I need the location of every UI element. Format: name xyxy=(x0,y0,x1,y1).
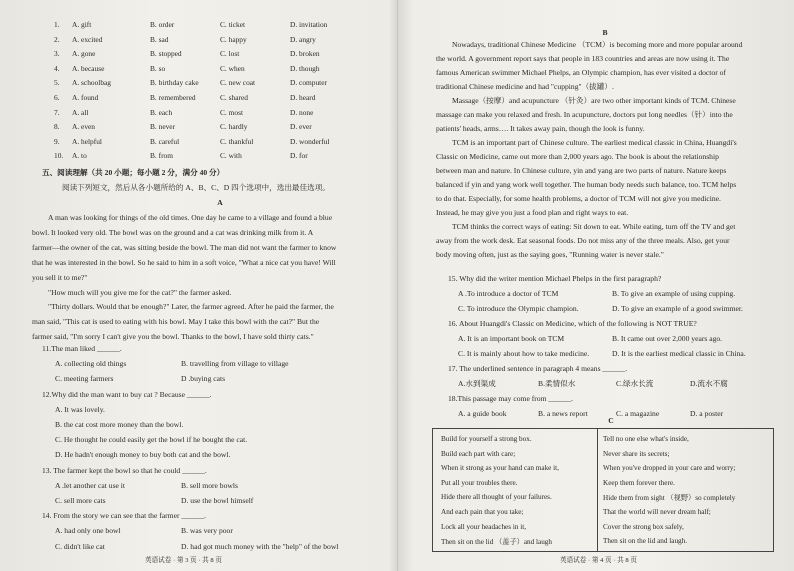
passage-a-label: A xyxy=(217,198,223,207)
answer-option: C. sell more cats xyxy=(55,496,106,505)
poem-line: When you've dropped in your care and worry; xyxy=(603,464,736,473)
passage-line: body moving often, just as the saying goes, "Running water is never stale." xyxy=(436,250,664,259)
option-a: A. gift xyxy=(72,20,92,29)
option-b: B. order xyxy=(150,20,175,29)
answer-option: C. It is mainly about how to take medicine. xyxy=(458,349,590,358)
option-row xyxy=(52,151,382,166)
option-row xyxy=(52,137,382,152)
passage-line: Nowadays, traditional Chinese Medicine （TCM）is becoming more and more popular around xyxy=(452,40,743,49)
option-c: C. hardly xyxy=(220,122,248,132)
option-n: 5. xyxy=(54,78,60,88)
passage-b-label: B xyxy=(602,28,608,37)
answer-option: D. had got much money with the "help" of the bowl xyxy=(181,541,339,551)
option-a: A. because xyxy=(72,63,105,73)
question-stem: 18.This passage may come from ______. xyxy=(448,394,574,403)
passage-line: massage can make you relaxed and fresh. In acupuncture, doctors put long needles（针）into the xyxy=(436,110,733,119)
poem-line: Lock all your headaches in it, xyxy=(441,522,527,531)
answer-option: A. It was lovely. xyxy=(55,404,105,414)
poem-line: Never share its secrets; xyxy=(603,449,670,458)
answer-option: B. travelling from village to village xyxy=(181,359,289,369)
poem-box-divider xyxy=(597,429,598,551)
option-b: B. birthday cake xyxy=(150,78,199,88)
poem-line: Then sit on the lid （盖子）and laugh xyxy=(441,538,552,547)
passage-line: bowl. It looked very old. The bowl was on the ground and a cat was drinking milk from it. A xyxy=(32,227,314,237)
passage-line: traditional Chinese medicine and had "cupping"（拔罐）. xyxy=(436,82,614,91)
passage-line: "Thirty dollars. Would that be enough?" Later, the farmer agreed. After he paid the farmer, the xyxy=(48,302,334,312)
option-n: 6. xyxy=(54,93,60,102)
passage-line: between man and nature. In Chinese culture, yin and yang are two parts of nature. Nature keeps xyxy=(436,166,727,175)
option-n: 4. xyxy=(54,63,60,73)
poem-line: And each pain that you take; xyxy=(441,508,524,516)
option-b: B. sad xyxy=(150,34,169,44)
option-c: C. shared xyxy=(220,93,248,102)
answer-option: B. It came out over 2,000 years ago. xyxy=(612,334,723,343)
option-n: 10. xyxy=(54,151,64,161)
option-c: C. thankful xyxy=(220,136,254,146)
passage-line: famous American swimmer Michael Phelps, an Olympic champion, has ever visited a doctor of xyxy=(436,68,726,77)
poem-line: Keep them forever there. xyxy=(603,478,675,487)
answer-option: D. He hadn't enough money to buy both cat and the bowl. xyxy=(55,450,231,460)
option-c: C. with xyxy=(220,151,242,161)
answer-option: B. was very poor xyxy=(181,526,233,536)
answer-option: A. collecting old things xyxy=(55,359,127,369)
option-d: D. broken xyxy=(290,49,320,59)
option-c: C. ticket xyxy=(220,20,246,29)
option-d: D. heard xyxy=(290,93,316,102)
option-a: A. to xyxy=(72,151,87,161)
question-stem: 15. Why did the writer mention Michael Phelps in the first paragraph? xyxy=(448,274,662,283)
option-d: D. invitation xyxy=(290,20,328,29)
right-footer: 英语试卷 · 第 4 页 · 共 8 页 xyxy=(560,557,637,564)
passage-line: A man was looking for things of the old times. One day he came to a village and found a blue xyxy=(48,213,333,222)
poem-line: When it strong as your hand can make it, xyxy=(441,464,559,473)
option-a: A. gone xyxy=(72,49,96,59)
passage-line: farmer—the owner of the cat, was sitting beside the bowl. The man did not want the farmer to know xyxy=(32,242,337,252)
question-stem: 16. About Huangdi's Classic on Medicine, which of the following is NOT TRUE? xyxy=(448,319,697,328)
answer-option: B.柔情似水 xyxy=(538,379,576,388)
passage-line: you sell it to me?" xyxy=(32,272,88,282)
reading-section-title: 五、阅读理解（共 20 小题；每小题 2 分，满分 40 分） xyxy=(42,168,225,177)
option-a: A. even xyxy=(72,122,95,132)
option-a: A. schoolbag xyxy=(72,78,111,88)
answer-option: B. To give an example of using cupping. xyxy=(612,289,736,298)
option-d: D. computer xyxy=(290,78,327,88)
passage-line: Instead, he may give you just a food plan and right ways to eat. xyxy=(436,208,629,217)
option-row xyxy=(52,35,382,50)
passage-c-label: C xyxy=(608,416,614,425)
poem-line: Hide there all thought of your failures. xyxy=(441,493,552,502)
answer-option: B. the cat cost more money than the bowl. xyxy=(55,420,184,429)
answer-option: C. meeting farmers xyxy=(55,374,114,384)
option-c: C. lost xyxy=(220,49,240,59)
passage-line: Massage（按摩）and acupuncture （针灸）are two other important kinds of TCM. Chinese xyxy=(452,96,736,105)
option-row xyxy=(52,64,382,79)
option-b: B. remembered xyxy=(150,93,196,102)
option-row xyxy=(52,93,382,108)
option-n: 7. xyxy=(54,107,60,117)
option-n: 3. xyxy=(54,49,60,59)
poem-line: That the world will never dream half; xyxy=(603,508,711,516)
option-a: A. helpful xyxy=(72,136,102,146)
passage-line: away from the work desk. Eat seasonal foods. Do not miss any of the three meals. Also, get your xyxy=(436,236,730,245)
passage-line: man said, "This cat is used to eating with his bowl. May I take this bowl with the cat?" But the xyxy=(32,317,320,327)
passage-line: farmer said, "I'm sorry I can't give you the bowl. Thanks to the bowl, I have sold thirty cats." xyxy=(32,332,314,342)
reading-section-instruction: 阅读下列短文，然后从各小题所给的 A、B、C、D 四个选项中，选出最佳选项。 xyxy=(62,183,330,192)
option-d: D. for xyxy=(290,151,308,161)
answer-option: A.水到渠成 xyxy=(458,379,496,388)
page-fold-divider xyxy=(397,0,398,571)
answer-option: D .buying cats xyxy=(181,374,226,384)
answer-option: B. sell more bowls xyxy=(181,480,238,490)
option-b: B. stopped xyxy=(150,49,182,59)
answer-option: A .To introduce a doctor of TCM xyxy=(458,289,559,298)
answer-option: C. To introduce the Olympic champion. xyxy=(458,304,579,313)
poem-line: Tell no one else what's inside, xyxy=(603,435,689,443)
passage-line: to do that. Especially, for some health problems, a doctor of TCM will not give you medicine. xyxy=(436,194,721,203)
passage-line: patients' heads, arms…. It takes away pain, though the look is funny. xyxy=(436,124,645,133)
answer-option: A. It is an important book on TCM xyxy=(458,334,565,343)
question-stem: 14. From the story we can see that the farmer ______. xyxy=(42,511,207,521)
option-n: 9. xyxy=(54,136,60,146)
poem-line: Put all your troubles there. xyxy=(441,478,518,487)
passage-line: that he was interested in the bowl. So he said to him in a soft voice, "What a nice cat you have! Will xyxy=(32,257,336,267)
option-d: D. ever xyxy=(290,122,312,132)
poem-line: Build each part with care; xyxy=(441,449,516,458)
answer-option: C. He thought he could easily get the bowl if he bought the cat. xyxy=(55,435,248,445)
option-b: B. careful xyxy=(150,136,180,146)
option-c: C. new coat xyxy=(220,78,256,88)
option-d: D. angry xyxy=(290,34,316,44)
option-b: B. never xyxy=(150,122,176,132)
option-d: D. though xyxy=(290,63,320,73)
option-n: 2. xyxy=(54,34,60,44)
answer-option: C.绿水长流 xyxy=(616,379,654,388)
answer-option: A. a guide book xyxy=(458,409,507,418)
passage-line: TCM thinks the correct ways of eating: Sit down to eat. While eating, turn off the TV and get xyxy=(452,222,736,231)
option-b: B. each xyxy=(150,107,173,117)
passage-line: TCM is an important part of Chinese culture. The earliest medical classic in China, Huangdi's xyxy=(452,138,737,147)
option-row xyxy=(52,108,382,123)
option-d: D. wonderful xyxy=(290,136,330,146)
option-a: A. found xyxy=(72,93,99,102)
question-stem: 13. The farmer kept the bowl so that he could ______. xyxy=(42,465,207,475)
option-d: D. none xyxy=(290,107,314,117)
passage-line: balanced if yin and yang work well together. The human body needs such balance, too. TCM helps xyxy=(436,180,737,189)
option-row xyxy=(52,49,382,64)
option-b: B. so xyxy=(150,63,166,73)
option-a: A. excited xyxy=(72,34,103,44)
answer-option: A. had only one bowl xyxy=(55,526,121,536)
passage-line: the world. A government report says that people in 183 countries and areas are now using it. The xyxy=(436,54,730,63)
answer-option: B. a news report xyxy=(538,409,588,418)
poem-box xyxy=(432,428,774,552)
option-c: C. happy xyxy=(220,34,247,44)
answer-option: D. It is the earliest medical classic in China. xyxy=(612,349,746,358)
poem-line: Hide them from sight （视野）so completely xyxy=(603,494,736,503)
poem-line: Build for yourself a strong box. xyxy=(441,435,532,443)
poem-line: Then sit on the lid and laugh. xyxy=(603,537,688,546)
passage-line: Classic on Medicine, came out more than 2,000 years ago. The book is about the relationship xyxy=(436,152,719,161)
option-n: 8. xyxy=(54,122,60,132)
question-stem: 17. The underlined sentence in paragraph 4 means ______. xyxy=(448,364,628,373)
option-row xyxy=(52,78,382,93)
answer-option: D.流水不腐 xyxy=(690,379,728,388)
option-b: B. from xyxy=(150,151,173,161)
question-stem: 12.Why did the man want to buy cat ? Because ______. xyxy=(42,389,212,399)
answer-option: C. a magazine xyxy=(616,409,660,418)
option-c: C. when xyxy=(220,63,245,73)
answer-option: C. didn't like cat xyxy=(55,541,105,551)
answer-option: D. To give an example of a good swimmer. xyxy=(612,304,743,313)
option-a: A. all xyxy=(72,107,89,117)
poem-line: Cover the strong box safely, xyxy=(603,522,684,531)
option-n: 1. xyxy=(54,20,60,29)
answer-option: A .let another cat use it xyxy=(55,480,126,490)
question-stem: 11.The man liked ______. xyxy=(42,344,122,353)
passage-line: "How much will you give me for the cat?" the farmer asked. xyxy=(48,287,232,297)
answer-option: D. a poster xyxy=(690,409,724,418)
answer-option: D. use the bowl himself xyxy=(181,496,254,505)
option-row xyxy=(52,122,382,137)
option-c: C. most xyxy=(220,107,243,117)
left-footer: 英语试卷 · 第 3 页 · 共 8 页 xyxy=(145,557,222,564)
option-row xyxy=(52,20,382,35)
